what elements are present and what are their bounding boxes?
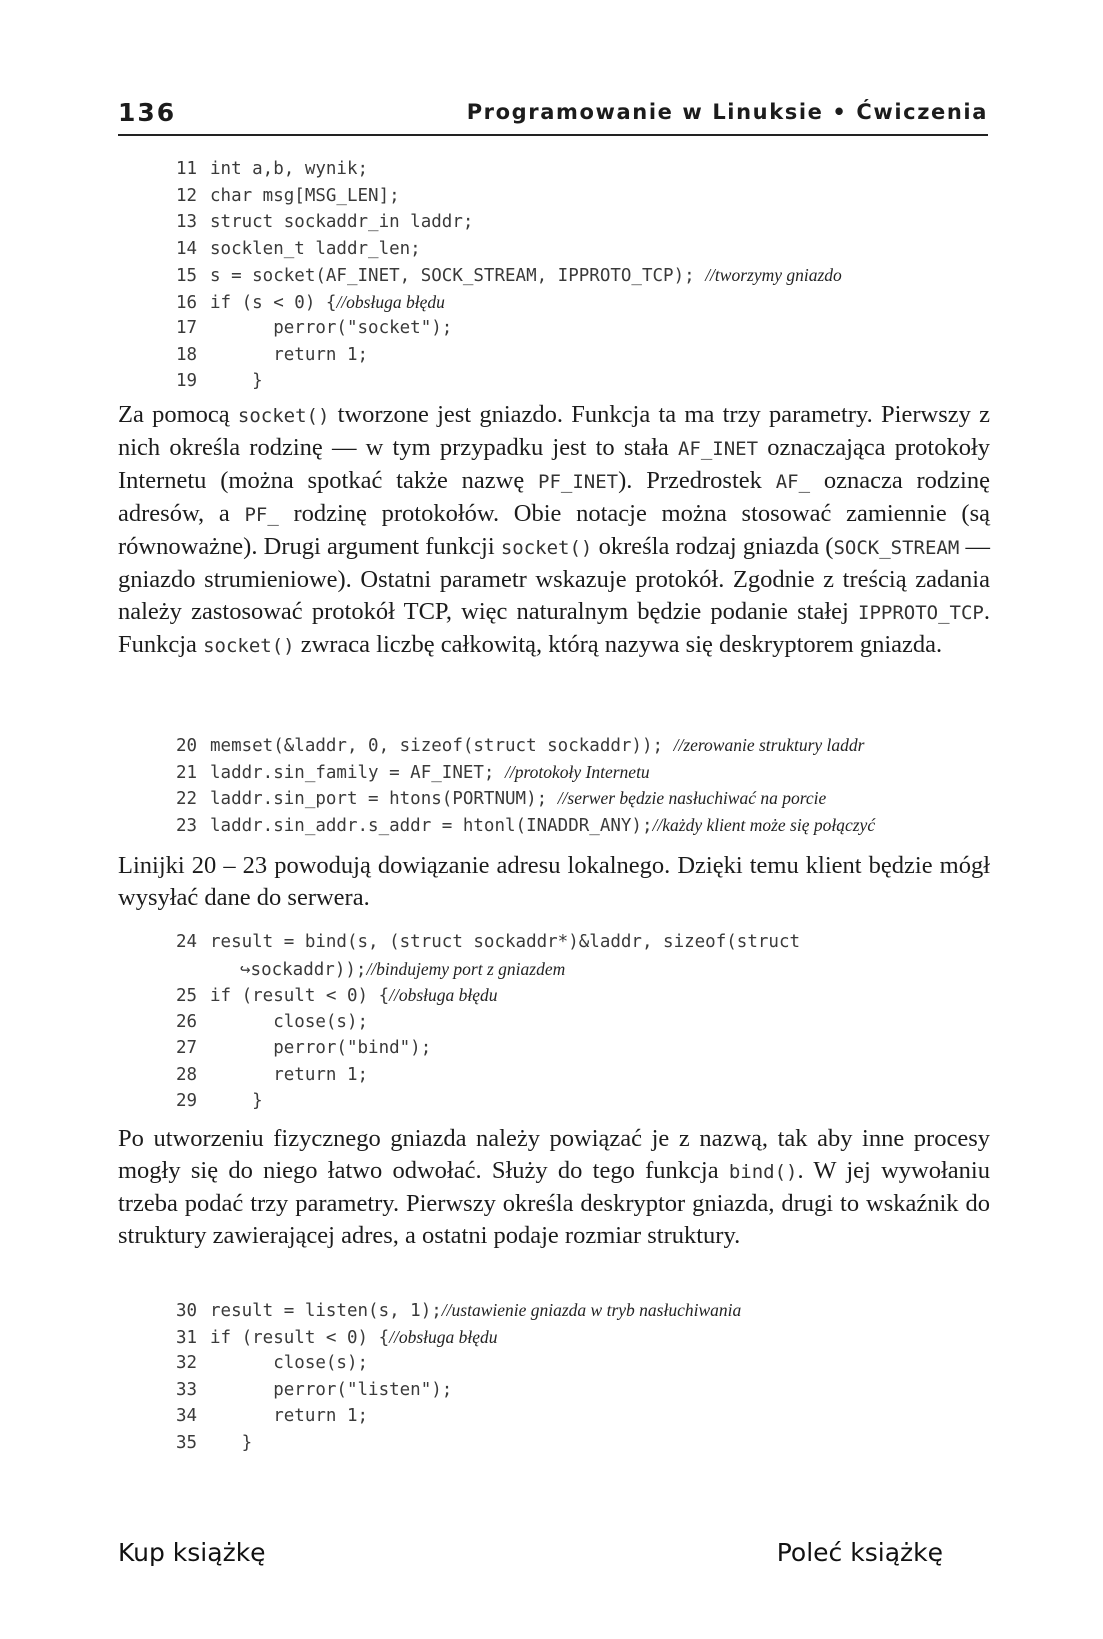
line-number: 28 [176,1064,198,1085]
line-number: 15 [176,266,198,286]
code-line [176,262,842,289]
code-text: int a,b, wynik; [210,159,369,179]
code-line [176,342,842,369]
code-text: struct sockaddr_in laddr; [210,212,474,232]
code-line [176,1035,800,1062]
code-line [176,1297,741,1324]
code-comment: //każdy klient może się połączyć [652,814,876,835]
code-line [176,183,842,210]
code-text: perror("listen"); [210,1379,453,1400]
code-line [176,1350,741,1377]
paragraph [118,399,990,662]
line-number: 26 [176,1011,198,1032]
line-number: 21 [176,762,198,783]
code-comment: //zerowanie struktury laddr [673,735,865,755]
code-line [176,759,875,786]
paragraph-text: . W jej wywołaniu trzeba podać trzy parametry. Pierwszy określa deskryptor gniazda, drugi to wskaźnik do struktury zawierającej adres, a ostatni podaje rozmiar struktury. [118,1157,990,1249]
line-number: 27 [176,1038,198,1058]
line-number: 11 [176,159,198,179]
code-line [176,289,842,316]
inline-code: PF_ [244,504,279,526]
code-text: } [210,1432,253,1453]
paragraph-text: zwraca liczbę całkowitą, którą nazywa się deskryptorem gniazda. [294,631,943,658]
inline-code: PF_INET [538,471,619,493]
paragraph-text: Linijki 20 – 23 powodują dowiązanie adresu lokalnego. Dzięki temu klient będzie mógł wysyłać dane do serwera. [118,852,990,911]
code-line [176,732,875,759]
code-comment: //protokoły Internetu [505,761,650,782]
code-text: perror("socket"); [210,318,453,338]
code-line [176,209,842,236]
line-number: 29 [176,1091,198,1111]
code-text: close(s); [210,1011,369,1032]
code-text: memset(&laddr, 0, sizeof(struct sockaddr)); [210,736,674,756]
line-number: 18 [176,344,198,365]
paragraph-text: Po utworzeniu fizycznego gniazda należy powiązać je z nazwą, tak aby inne procesy mogły się do niego łatwo odwołać. Służy do tego funkcja [118,1125,990,1184]
paragraph-text: ). Przedrostek [618,467,776,494]
code-text: s = socket(AF_INET, SOCK_STREAM, IPPROTO_TCP); [210,266,706,286]
code-line [176,1403,741,1430]
code-text: socklen_t laddr_len; [210,238,421,259]
code-text: laddr.sin_family = AF_INET; [210,762,506,783]
paragraph [118,850,990,914]
code-comment: //obsługa błędu [336,291,445,312]
code-text: return 1; [210,1406,369,1426]
code-comment: //tworzymy gniazdo [705,265,842,285]
code-text: if (result < 0) { [210,1327,390,1348]
code-line [176,812,875,839]
paragraph [118,1123,990,1252]
line-number: 17 [176,318,198,338]
line-number: 34 [176,1406,198,1426]
code-line [176,1430,741,1457]
paragraph-text: oznaczająca protokoły Internetu (można spotkać także nazwę [118,434,990,494]
inline-code: AF_ [775,471,811,493]
paragraph-text: . Funkcja [118,598,990,658]
line-number: 13 [176,212,198,232]
code-comment: //ustawienie gniazda w tryb nasłuchiwania [441,1300,742,1320]
paragraph-text: tworzone jest gniazdo. Funkcja ta ma trzy parametry. Pierwszy z nich określa rodzinę — w tym przypadku jest to stała [118,401,990,461]
code-line [176,982,800,1009]
code-line [176,929,800,956]
code-text: laddr.sin_port = htons(PORTNUM); [210,789,558,809]
paragraph-text: określa rodzaj gniazda ( [592,533,834,560]
code-text: return 1; [210,344,369,365]
line-number: 35 [176,1432,198,1453]
line-number: 12 [176,185,198,206]
code-text: } [210,371,263,391]
inline-code: socket() [237,405,330,427]
code-line [176,1088,800,1115]
code-comment: //obsługa błędu [389,1326,498,1347]
code-comment: //obsługa błędu [389,985,498,1005]
line-number: 20 [176,736,198,756]
page-number: 136 [118,98,177,127]
code-text: } [210,1091,263,1111]
page-header [118,98,988,136]
line-number: 14 [176,238,198,259]
code-text: char msg[MSG_LEN]; [210,185,400,206]
line-number: 22 [176,789,198,809]
code-line [176,315,842,342]
inline-code: socket() [500,537,593,559]
recommend-book-link[interactable]: Poleć książkę [776,1538,943,1567]
line-number: 33 [176,1379,198,1400]
code-text: perror("bind"); [210,1038,432,1058]
code-comment: //serwer będzie nasłuchiwać na porcie [557,788,827,808]
code-text: result = listen(s, 1); [210,1301,442,1321]
code-text: return 1; [210,1064,369,1085]
buy-book-link[interactable]: Kup książkę [118,1538,266,1567]
inline-code: SOCK_STREAM [833,537,960,559]
line-number: 32 [176,1353,198,1373]
line-number: 23 [176,815,198,836]
line-number: 24 [176,932,198,952]
code-text: close(s); [210,1353,369,1373]
inline-code: IPPROTO_TCP [858,602,984,624]
code-text: ↪sockaddr)); [240,959,367,980]
inline-code: bind() [728,1161,798,1183]
line-number: 25 [176,986,198,1006]
code-line [176,1324,741,1351]
code-block [176,1297,741,1456]
line-number: 19 [176,371,198,391]
code-text: if (result < 0) { [210,986,390,1006]
code-line [176,785,875,812]
paragraph-text: oznacza rodzinę adresów, a [118,467,990,527]
paragraph-text: — gniazdo strumieniowe). Ostatni parametr wskazuje protokół. Zgodnie z treścią zadania należy zastosować protokół TCP, więc naturalnym będzie podanie stałej [118,533,990,625]
code-line [176,368,842,395]
code-text: laddr.sin_addr.s_addr = htonl(INADDR_ANY); [210,815,653,836]
code-line [176,1062,800,1089]
line-number: 16 [176,292,198,313]
inline-code: socket() [203,635,295,657]
code-line [176,1009,800,1036]
code-line [176,236,842,263]
code-line [176,956,800,983]
code-text: result = bind(s, (struct sockaddr*)&laddr, sizeof(struct [210,932,801,952]
inline-code: AF_INET [677,438,759,460]
line-number: 30 [176,1301,198,1321]
code-block [176,732,875,838]
code-block [176,156,842,395]
code-line [176,1377,741,1404]
paragraph-text: rodzinę protokołów. Obie notacje można stosować zamiennie (są równoważne). Drugi argument funkcji [118,500,990,560]
running-title: Programowanie w Linuksie • Ćwiczenia [466,100,988,124]
code-line [176,156,842,183]
code-text: if (s < 0) { [210,292,337,313]
line-number: 31 [176,1327,198,1348]
paragraph-text: Za pomocą [118,401,238,428]
code-comment: //bindujemy port z gniazdem [366,958,566,979]
code-block [176,929,800,1115]
